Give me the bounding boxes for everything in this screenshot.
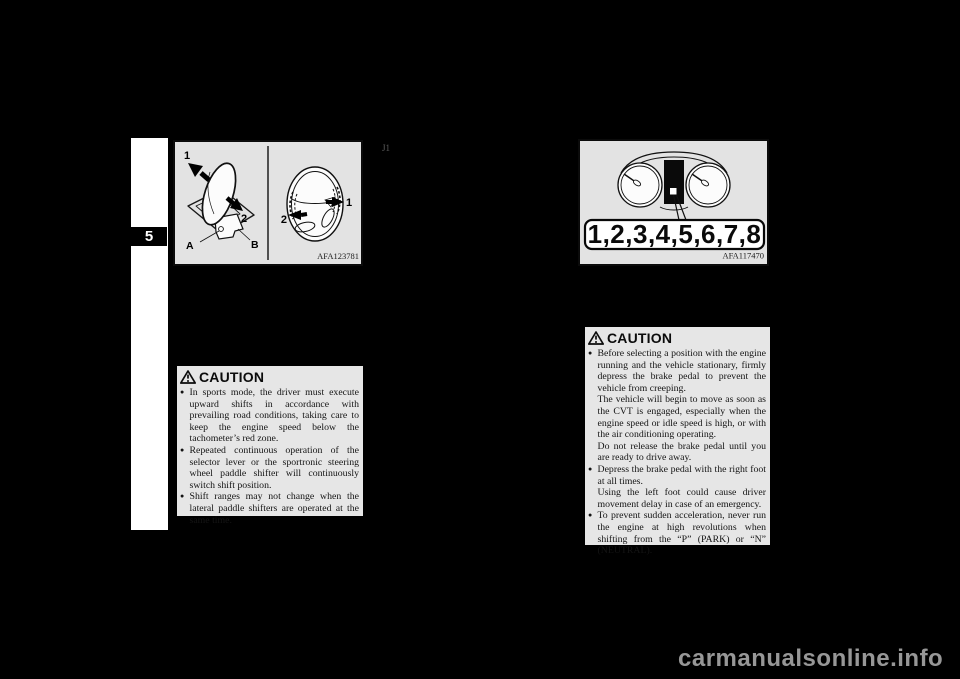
right-gauge (686, 163, 730, 207)
bullet-icon: ● (588, 511, 593, 520)
leader-b (238, 229, 250, 240)
caution-right-body (585, 347, 770, 557)
figure-code-cluster: AFA117470 (722, 250, 764, 261)
caution-right-title-row (585, 327, 770, 347)
shift-indicator-window (670, 188, 677, 195)
caution-paragraph: Using the left foot could cause driver movement delay in case of an emergency. (597, 487, 766, 510)
caution-paragraph: To prevent sudden acceleration, never run the engine at high revolutions when shifting from the “P” (PARK) or “N” (NEUTRAL). (597, 510, 766, 557)
caution-paragraph: Do not release the brake pedal until you are ready to drive away. (597, 440, 766, 464)
caution-item (180, 491, 359, 526)
caution-left-title-row (177, 366, 363, 386)
lever-arrow-down-label: 2 (241, 213, 248, 225)
caution-item (588, 464, 766, 510)
caution-left-body (177, 386, 363, 526)
bullet-icon: ● (180, 492, 185, 501)
caution-paragraph: The vehicle will begin to move as soon as the CVT is engaged, especially when the engine speed or idle speed is high, or with the air conditioning operating. (597, 394, 766, 441)
shifter-diagram-svg (175, 142, 361, 264)
caution-paragraph: In sports mode, the driver must execute upward shifts in accordance with prevailing road conditions, taking care to keep the engine speed below the tachometer’s red zone. (189, 387, 359, 445)
warning-icon (588, 331, 604, 345)
warning-icon (180, 370, 196, 384)
caution-box-right (578, 325, 770, 557)
caution-title: CAUTION (607, 330, 673, 346)
caution-paragraph: Depress the brake pedal with the right foot at all times. (597, 463, 766, 487)
bullet-icon: ● (588, 464, 593, 473)
figure-code-shifter: AFA123781 (317, 251, 359, 261)
sidebar-strip (131, 138, 168, 530)
bullet-icon: ● (180, 445, 185, 454)
lever-arrow-up-label: 1 (184, 150, 191, 162)
figure-cluster (578, 139, 769, 266)
caution-item (180, 445, 359, 491)
figure-shifter (173, 140, 363, 266)
cluster-diagram-svg (580, 141, 767, 264)
leader-a (200, 231, 219, 242)
caution-item (180, 387, 359, 445)
page-ref: J1 (382, 143, 391, 153)
bullet-icon: ● (588, 349, 593, 357)
caution-paragraph: Before selecting a position with the engine running and the vehicle stationary, firmly depress the brake pedal to prevent the vehicle from creeping. (597, 348, 766, 394)
caution-title: CAUTION (199, 369, 265, 385)
caution-box-left (170, 364, 363, 526)
gate-label-a: A (186, 240, 194, 252)
bullet-icon: ● (180, 388, 185, 396)
wheel-paddle-down-label: 2 (280, 214, 287, 226)
caution-paragraph: Shift ranges may not change when the lateral paddle shifters are operated at the same time. (189, 491, 359, 526)
shift-positions-text: 1,2,3,4,5,6,7,8 (587, 219, 762, 249)
lever-upshift-arrow-icon (188, 163, 209, 180)
wheel-paddle-up-label: 1 (346, 197, 353, 209)
caution-item (588, 510, 766, 556)
watermark: carmanualsonline.info (678, 645, 944, 672)
gate-label-b: B (251, 239, 259, 251)
chapter-tab (131, 227, 167, 246)
left-gauge (618, 163, 662, 207)
caution-paragraph: Repeated continuous operation of the selector lever or the sportronic steering wheel paddle shifter will continuously switch shift position. (189, 444, 359, 491)
caution-item (588, 348, 766, 464)
chapter-number: 5 (144, 228, 154, 245)
